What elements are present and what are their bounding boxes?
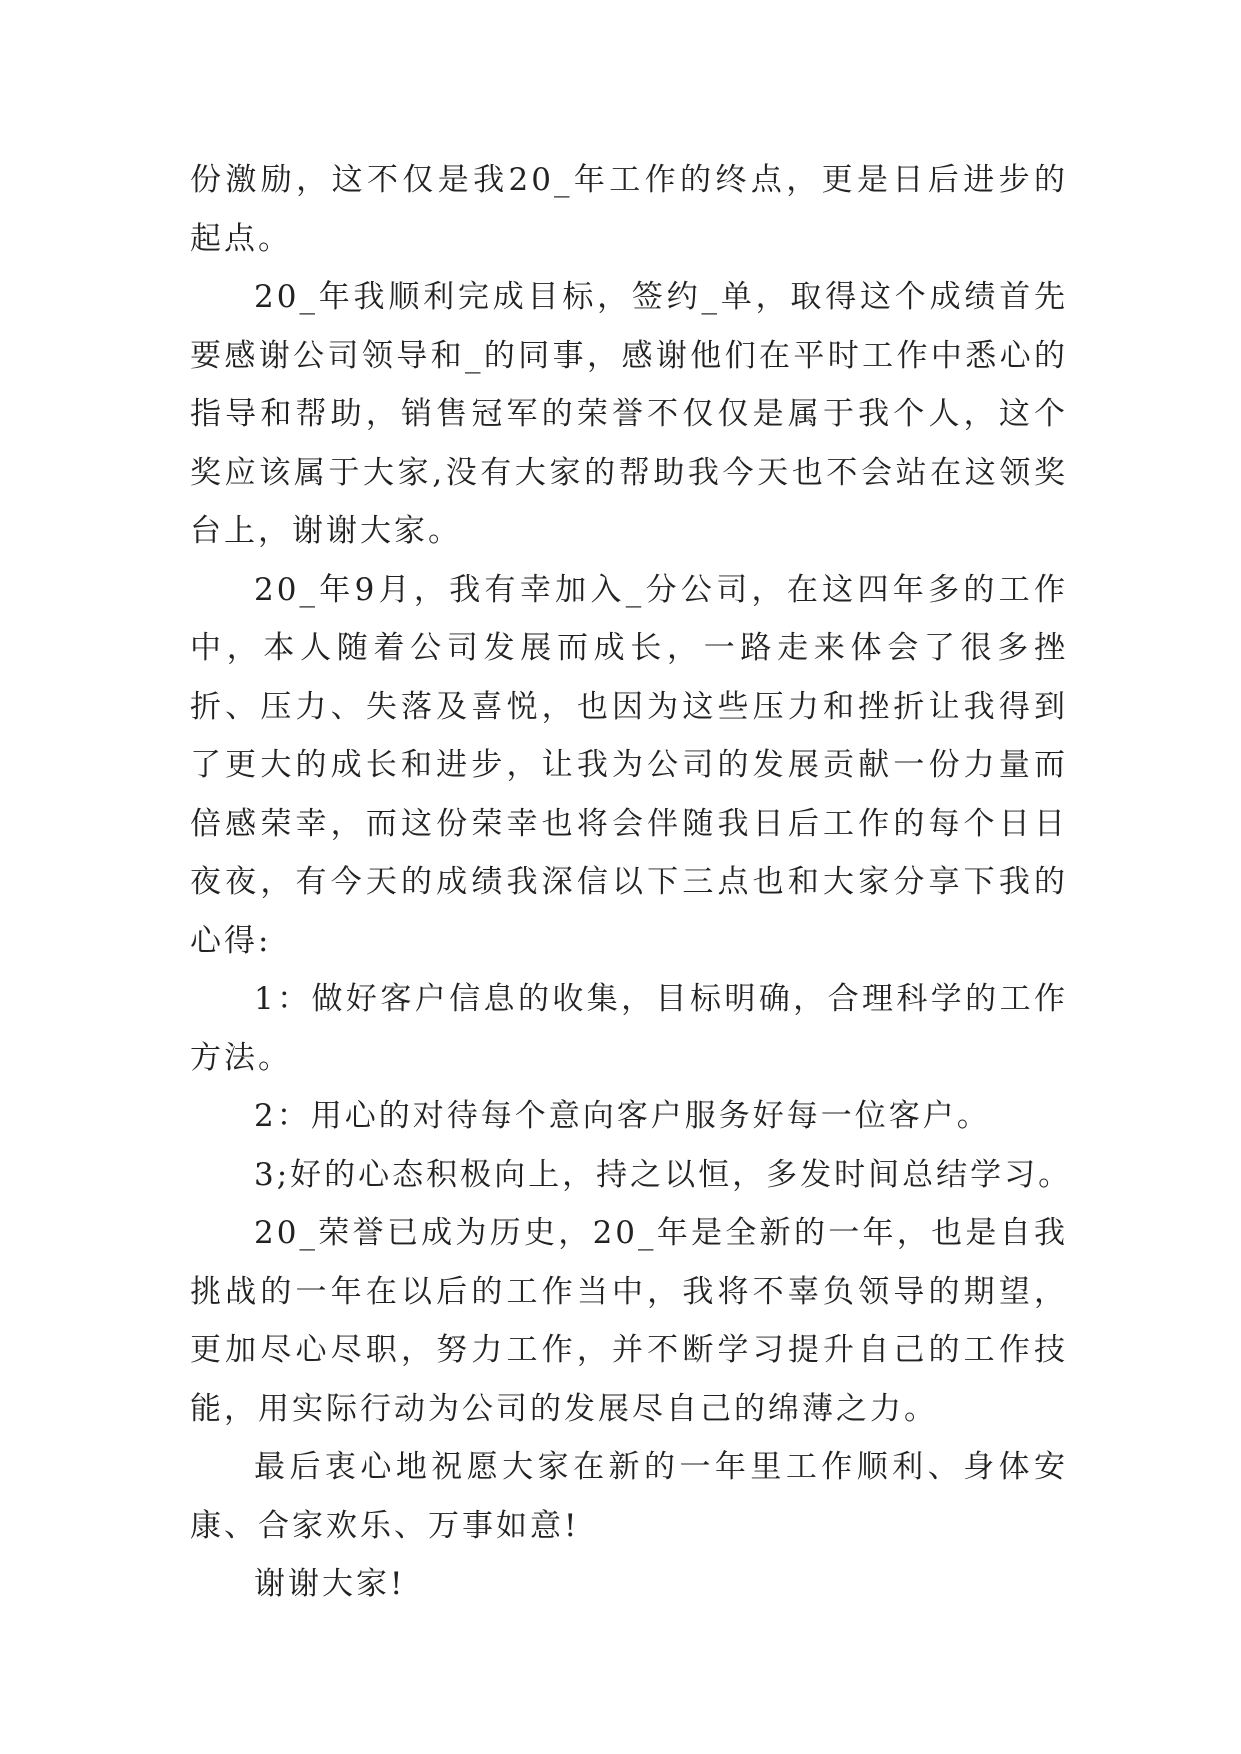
list-item-3: 3;好的心态积极向上，持之以恒，多发时间总结学习。: [254, 1156, 1073, 1193]
list-item-1: 1：做好客户信息的收集，目标明确，合理科学的工作方法。: [190, 981, 1068, 1076]
paragraph-4: 20_荣誉已成为历史，20_年是全新的一年，也是自我挑战的一年在以后的工作当中，我将不辜负领导的期望，更加尽心尽职，努力工作，并不断学习提升自己的工作技能，用实际行动为公司的发展尽自己的绵薄之力。: [190, 1215, 1068, 1427]
paragraph-3: 20_年9月，我有幸加入_分公司，在这四年多的工作中，本人随着公司发展而成长，一路走来体会了很多挫折、压力、失落及喜悦，也因为这些压力和挫折让我得到了更大的成长和进步，让我为公司的发展贡献一份力量而倍感荣幸，而这份荣幸也将会伴随我日后工作的每个日日夜夜，有今天的成绩我深信以下三点也和大家分享下我的心得:: [190, 571, 1068, 959]
list-item-2: 2：用心的对待每个意向客户服务好每一位客户。: [254, 1098, 991, 1134]
paragraph-2: 20_年我顺利完成目标，签约_单，取得这个成绩首先要感谢公司领导和_的同事，感谢他们在平时工作中悉心的指导和帮助，销售冠军的荣誉不仅仅是属于我个人，这个奖应该属于大家,没有大家的帮助我今天也不会站在这领奖台上，谢谢大家。: [190, 279, 1068, 549]
paragraph-1: 份激励，这不仅是我20_年工作的终点，更是日后进步的起点。: [190, 162, 1068, 257]
closing-wishes: 最后衷心地祝愿大家在新的一年里工作顺利、身体安康、合家欢乐、万事如意!: [190, 1449, 1068, 1544]
closing-thanks: 谢谢大家!: [254, 1566, 406, 1602]
document-body: [190, 151, 1073, 1614]
